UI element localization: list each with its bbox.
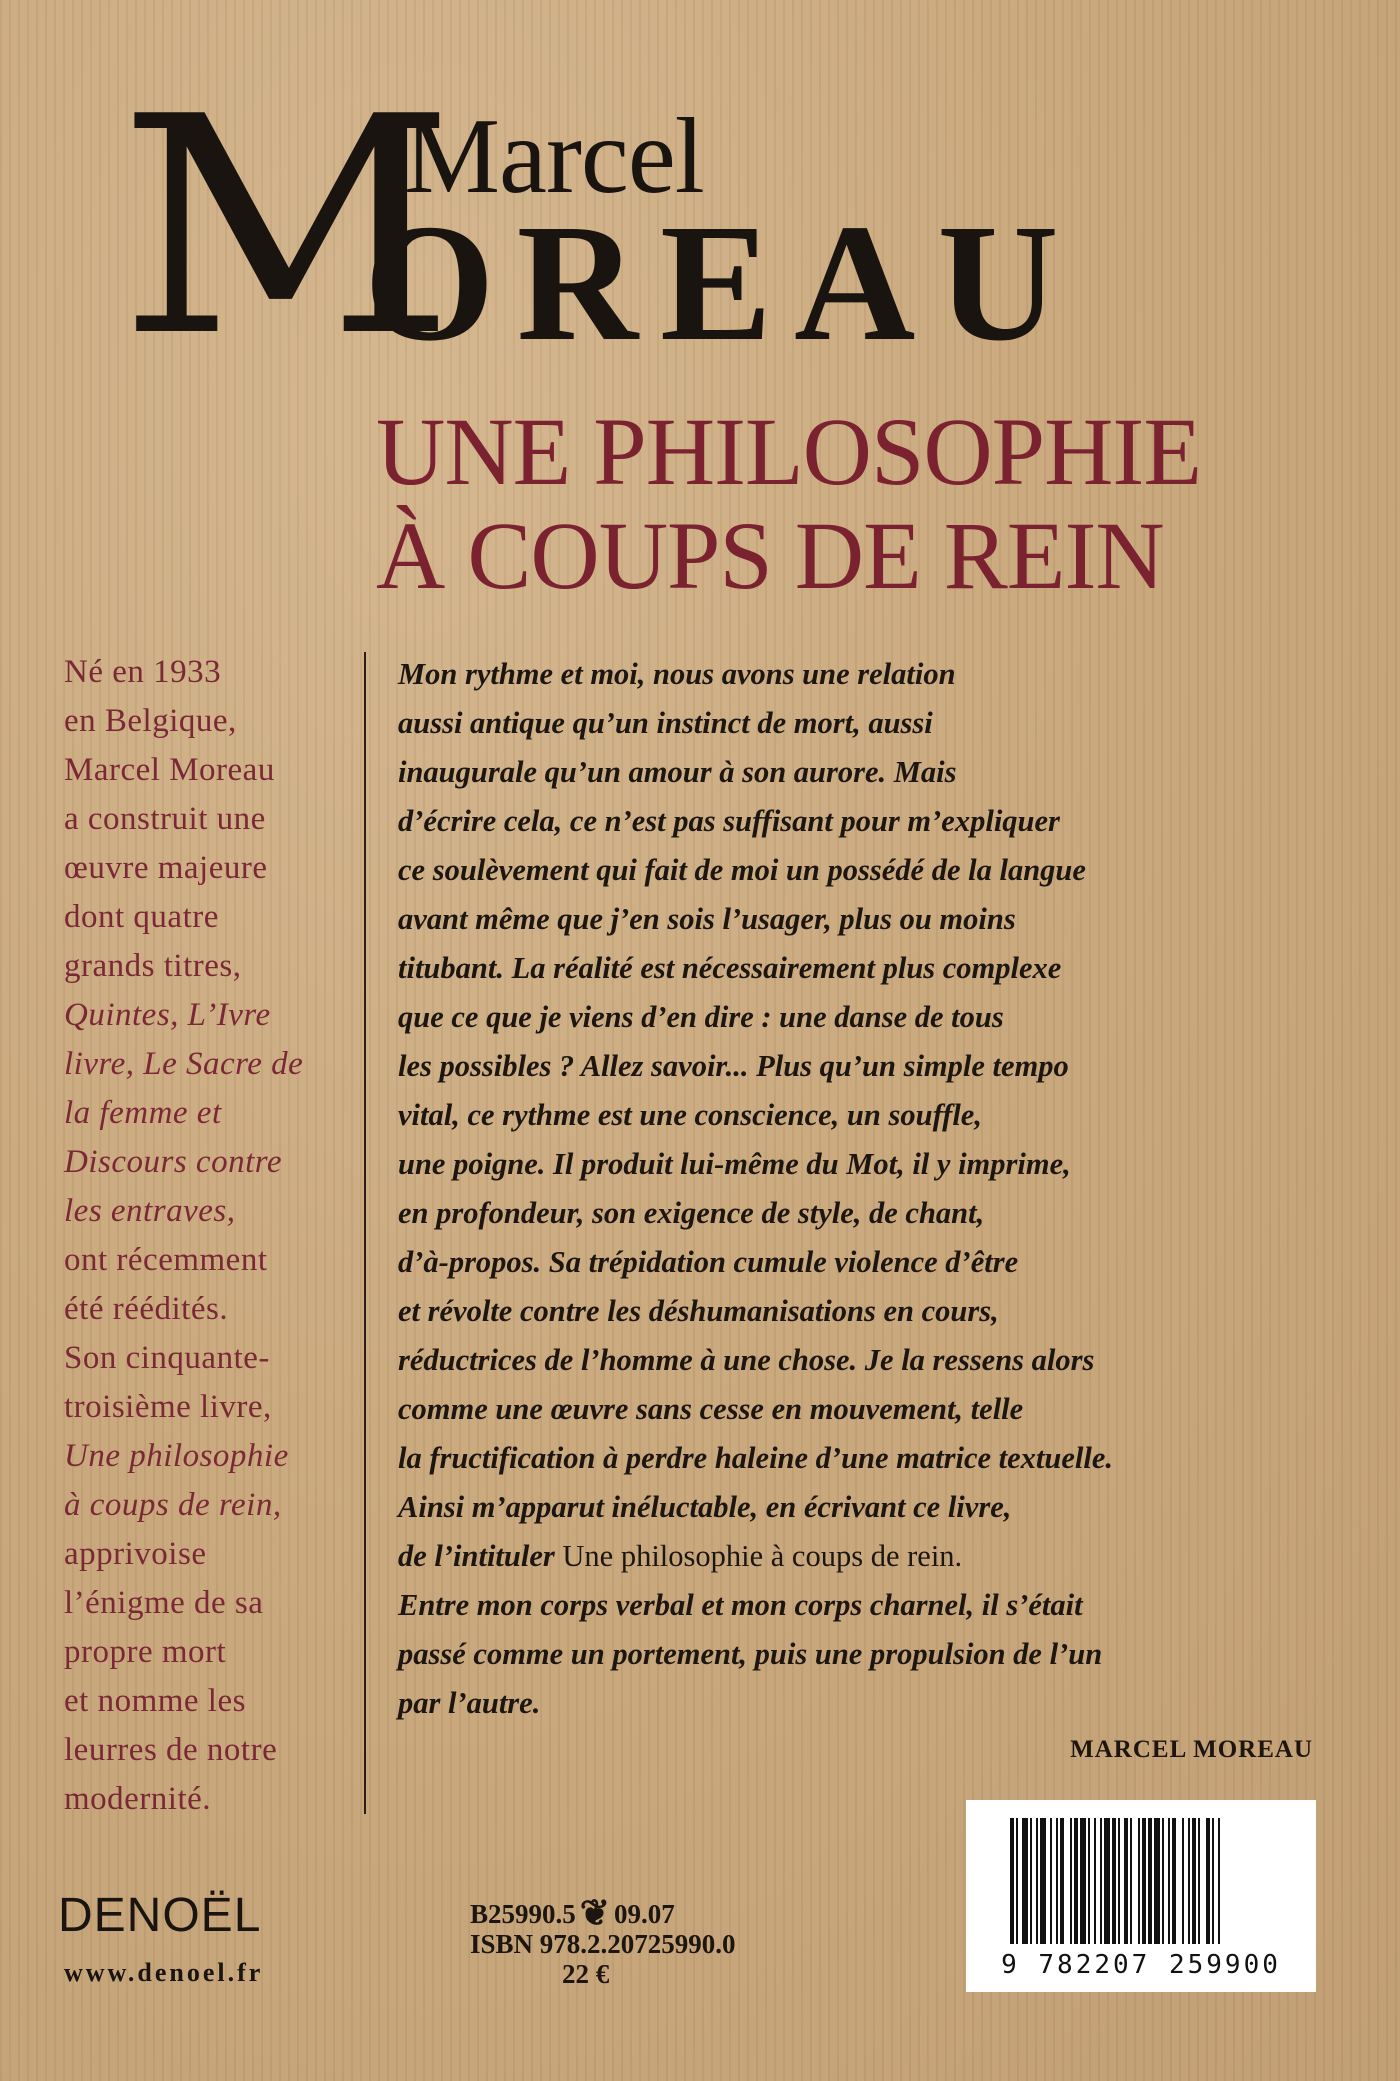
title-line: À COUPS DE REIN xyxy=(376,502,1164,609)
bio-line: œuvre majeure xyxy=(64,850,268,886)
bio-line: et nomme les xyxy=(64,1683,246,1719)
bio-line: leurres de notre xyxy=(64,1732,278,1768)
column-divider xyxy=(364,652,366,1814)
barcode-bar xyxy=(1036,1818,1038,1944)
product-code-right: 09.07 xyxy=(613,1899,675,1929)
author-last-name: OREAU xyxy=(364,190,1081,376)
quote-line: titubant. La réalité est nécessairement plus complexe xyxy=(398,951,1062,985)
barcode-bar xyxy=(1118,1818,1120,1944)
barcode xyxy=(966,1800,1316,1992)
quote-line: vital, ce rythme est une conscience, un souffle, xyxy=(398,1098,982,1132)
quote-line: que ce que je viens d’en dire : une danse de tous xyxy=(398,1000,1004,1034)
author-bio xyxy=(64,648,364,1824)
bio-line: Quintes, L’Ivre xyxy=(64,997,271,1033)
quote-line: en profondeur, son exigence de style, de chant, xyxy=(398,1196,985,1230)
product-code-left: B25990.5 xyxy=(470,1899,576,1929)
quote-line: inaugurale qu’un amour à son aurore. Mais xyxy=(398,755,957,789)
barcode-bar xyxy=(1070,1818,1072,1944)
barcode-bar xyxy=(1112,1818,1116,1944)
barcode-bar xyxy=(1148,1818,1152,1944)
barcode-bar xyxy=(1056,1818,1058,1944)
bio-line: l’énigme de sa xyxy=(64,1585,264,1621)
barcode-bar xyxy=(1212,1818,1214,1944)
quote-line: passé comme un portement, puis une propulsion de l’un xyxy=(398,1637,1103,1671)
bio-line: troisième livre, xyxy=(64,1389,272,1425)
barcode-bar xyxy=(1130,1818,1132,1944)
quote-line: ce soulèvement qui fait de moi un possédé de la langue xyxy=(398,853,1086,887)
isbn-block xyxy=(470,1893,810,1989)
barcode-bar xyxy=(1162,1818,1164,1944)
barcode-bar xyxy=(1142,1818,1146,1944)
isbn-number: ISBN 978.2.20725990.0 xyxy=(470,1929,736,1959)
barcode-bar xyxy=(1172,1818,1176,1944)
bio-line: apprivoise xyxy=(64,1536,207,1572)
barcode-bar xyxy=(1088,1818,1090,1944)
bio-line: Discours contre xyxy=(64,1144,283,1180)
barcode-bars xyxy=(1010,1818,1280,1944)
author-name xyxy=(118,53,1118,402)
fleuron-icon: ❦ xyxy=(579,1893,610,1933)
barcode-bar xyxy=(1094,1818,1096,1944)
barcode-bar xyxy=(1138,1818,1140,1944)
bio-line: a construit une xyxy=(64,801,266,837)
quote-line: avant même que j’en sois l’usager, plus ou moins xyxy=(398,902,1016,936)
barcode-bar xyxy=(1016,1818,1018,1944)
bio-line: ont récemment xyxy=(64,1242,268,1278)
barcode-bar xyxy=(1218,1818,1220,1944)
title-line: UNE PHILOSOPHIE xyxy=(376,398,1201,505)
quote-line: les possibles ? Allez savoir... Plus qu’un simple tempo xyxy=(398,1049,1069,1083)
bio-line: Marcel Moreau xyxy=(64,752,275,788)
barcode-bar xyxy=(1198,1818,1200,1944)
barcode-bar xyxy=(1104,1818,1110,1944)
quote-line: comme une œuvre sans cesse en mouvement, telle xyxy=(398,1392,1024,1426)
barcode-bar xyxy=(1192,1818,1196,1944)
barcode-bar xyxy=(1030,1818,1032,1944)
author-first-name: Marcel xyxy=(404,97,704,216)
bio-line: en Belgique, xyxy=(64,703,237,739)
quote-signature: MARCEL MOREAU xyxy=(1070,1736,1313,1763)
barcode-bar xyxy=(1188,1818,1190,1944)
bio-line: Une philosophie xyxy=(64,1438,289,1474)
barcode-bar xyxy=(1124,1818,1128,1944)
bio-line: à coups de rein, xyxy=(64,1487,282,1523)
quote-line: par l’autre. xyxy=(398,1686,541,1720)
barcode-bar xyxy=(1050,1818,1052,1944)
bio-line: grands titres, xyxy=(64,948,242,984)
quote-line: aussi antique qu’un instinct de mort, aussi xyxy=(398,706,933,740)
quote-line xyxy=(398,1532,1338,1581)
barcode-bar xyxy=(1182,1818,1184,1944)
bio-line: propre mort xyxy=(64,1634,227,1670)
barcode-bar xyxy=(1060,1818,1064,1944)
barcode-bar xyxy=(1022,1818,1028,1944)
bio-line: été réédités. xyxy=(64,1291,229,1327)
barcode-bar xyxy=(1168,1818,1170,1944)
publisher-website: www.denoel.fr xyxy=(64,1958,264,1987)
bio-line: livre, Le Sacre de xyxy=(64,1046,304,1082)
quote-line: la fructification à perdre haleine d’une matrice textuelle. xyxy=(398,1441,1113,1475)
publisher-logo: DENOËL xyxy=(58,1889,262,1942)
price: 22 € xyxy=(562,1959,610,1989)
quote-line: Entre mon corps verbal et mon corps charnel, il s’était xyxy=(398,1588,1083,1622)
bio-line: les entraves, xyxy=(64,1193,236,1229)
quote-line: réductrices de l’homme à une chose. Je la ressens alors xyxy=(398,1343,1095,1377)
barcode-bar xyxy=(1010,1818,1014,1944)
quote-line: Mon rythme et moi, nous avons une relation xyxy=(398,657,956,691)
quote-line: d’à-propos. Sa trépidation cumule violence d’être xyxy=(398,1245,1019,1279)
barcode-bar xyxy=(1074,1818,1078,1944)
quote-line: d’écrire cela, ce n’est pas suffisant pour m’expliquer xyxy=(398,804,1060,838)
barcode-bar xyxy=(1206,1818,1210,1944)
quote-line: une poigne. Il produit lui-même du Mot, il y imprime, xyxy=(398,1147,1071,1181)
quote-fragment: de l’intituler xyxy=(398,1539,555,1573)
barcode-bar xyxy=(1040,1818,1046,1944)
quote-line: Ainsi m’apparut inéluctable, en écrivant ce livre, xyxy=(398,1490,1012,1524)
bio-line: Né en 1933 xyxy=(64,654,222,690)
quote-book-title: Une philosophie à coups de rein. xyxy=(562,1539,963,1573)
bio-line: modernité. xyxy=(64,1781,212,1817)
quote-line: et révolte contre les déshumanisations en cours, xyxy=(398,1294,999,1328)
barcode-bar xyxy=(1100,1818,1102,1944)
bio-line: Son cinquante- xyxy=(64,1340,270,1376)
barcode-bar xyxy=(1154,1818,1160,1944)
author-quote xyxy=(398,650,1338,1728)
product-code xyxy=(470,1893,810,1933)
bio-line: dont quatre xyxy=(64,899,219,935)
barcode-bar xyxy=(1080,1818,1086,1944)
book-title xyxy=(376,400,1276,608)
barcode-digits: 9 782207 259900 xyxy=(1001,1950,1281,1980)
author-initial: M xyxy=(118,53,456,402)
bio-line: la femme et xyxy=(64,1095,222,1131)
